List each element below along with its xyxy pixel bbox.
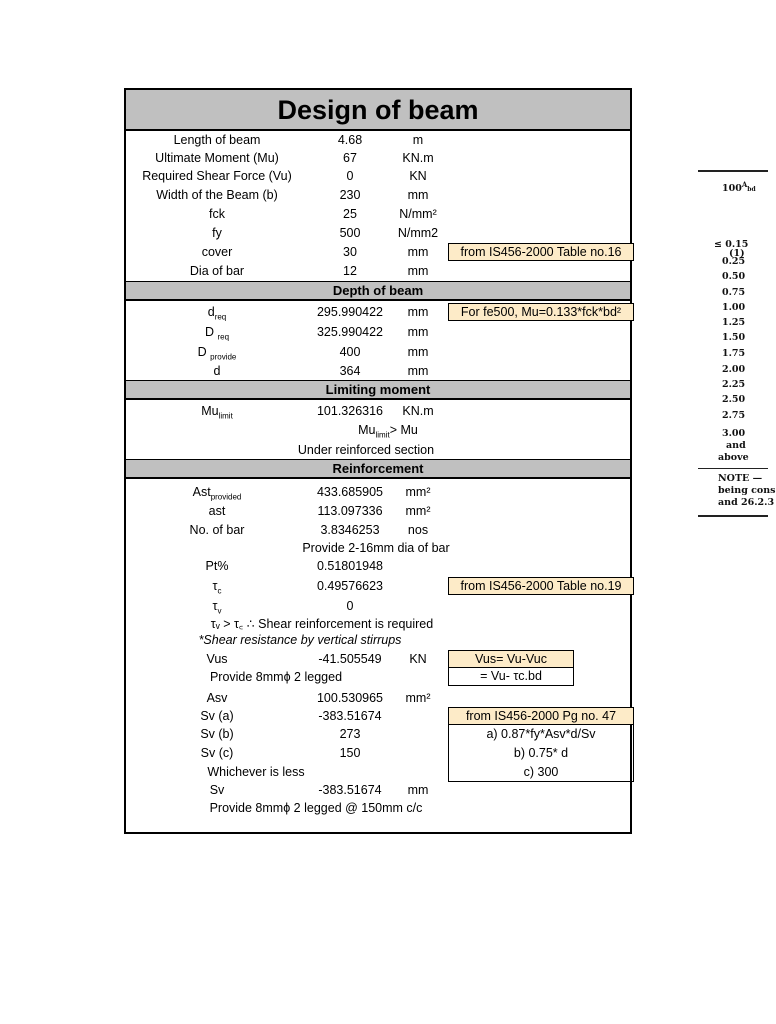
scan-row: 2.25 — [722, 379, 746, 390]
input-label: Ultimate Moment (Mu) — [155, 151, 279, 165]
input-label: Length of beam — [173, 133, 261, 147]
d-req-unit: mm — [407, 305, 429, 319]
scan-note: and 26.2.3 — [718, 497, 775, 508]
input-row-length — [126, 131, 630, 149]
input-label: Width of the Beam (b) — [156, 188, 278, 202]
provide-stirrup: Provide 8mmϕ 2 legged — [209, 670, 343, 684]
sv-c-value: 150 — [339, 746, 361, 760]
D-provide-value: 400 — [339, 345, 361, 359]
input-value: 230 — [339, 188, 361, 202]
input-label: cover — [201, 245, 233, 259]
row-D-req — [126, 323, 630, 341]
scan-header — [722, 180, 756, 194]
pt-label: Pt% — [205, 559, 229, 573]
row-tau-v — [126, 597, 630, 615]
ast-label: ast — [208, 504, 226, 518]
ast-unit: mm² — [405, 504, 431, 518]
row-tau-c — [126, 577, 630, 595]
input-label: Dia of bar — [189, 264, 245, 278]
note-tau-c: from IS456-2000 Table no.19 — [448, 577, 634, 595]
input-row-fck — [126, 205, 630, 223]
input-unit: mm — [407, 264, 429, 278]
row-shear-resistance — [126, 631, 630, 649]
scan-row: 2.75 — [722, 410, 746, 421]
scan-header-b: A — [741, 180, 748, 189]
scan-row: above — [718, 452, 749, 463]
row-D-provide — [126, 343, 630, 361]
input-value: 0 — [346, 169, 354, 183]
input-unit: N/mm² — [399, 207, 437, 221]
row-asv — [126, 689, 630, 707]
mu-limit-sub: limit — [218, 411, 233, 421]
scan-row: 1.00 — [722, 302, 746, 313]
input-label: fck — [209, 207, 225, 221]
input-label: Required Shear Force (Vu) — [142, 169, 292, 183]
ast-provided-sub: provided — [210, 492, 242, 502]
section-header-limiting: Limiting moment — [126, 380, 630, 400]
note-d-req: For fe500, Mu=0.133*fck*bd² — [448, 303, 634, 321]
scan-row: 0.50 — [722, 271, 746, 282]
shear-required: τᵥ > τ꜀ ∴ Shear reinforcement is required — [210, 617, 434, 631]
asv-label: Asv — [206, 691, 228, 705]
ast-provided-unit: mm² — [405, 485, 431, 499]
ast-provided-base: Ast — [192, 485, 211, 499]
row-no-of-bar — [126, 521, 630, 539]
input-row-cover — [126, 243, 630, 261]
scan-col: (1) — [729, 248, 745, 259]
mu-limit-value: 101.326316 — [316, 404, 384, 418]
vus-unit: KN — [409, 652, 427, 666]
input-unit: m — [412, 133, 424, 147]
beam-design-sheet — [124, 88, 632, 834]
scan-note: being cons — [718, 485, 776, 496]
input-row-vu — [126, 167, 630, 185]
section-header-reinforcement: Reinforcement — [126, 459, 630, 479]
scan-mid-rule — [698, 468, 768, 469]
scan-row: 1.50 — [722, 332, 746, 343]
mu-limit-base: Mu — [201, 404, 219, 418]
input-value: 30 — [343, 245, 357, 259]
sv-b-label: Sv (b) — [200, 727, 234, 741]
tau-v-base: τ — [212, 599, 218, 613]
row-sv-a — [126, 707, 630, 725]
scan-row: and — [726, 440, 746, 451]
row-provide-bar — [126, 539, 630, 557]
D-provide-base: D — [197, 345, 207, 359]
vus-label: Vus — [206, 652, 228, 666]
section-type: Under reinforced section — [297, 443, 435, 457]
scan-top-rule — [698, 170, 768, 172]
D-provide-unit: mm — [407, 345, 429, 359]
asv-unit: mm² — [405, 691, 431, 705]
d-label: d — [213, 364, 221, 378]
section-header-depth: Depth of beam — [126, 281, 630, 301]
sv-a-value: -383.51674 — [318, 709, 382, 723]
note-sv-b: b) 0.75* d — [448, 744, 634, 763]
d-req-value: 295.990422 — [316, 305, 384, 319]
input-unit: KN.m — [402, 151, 434, 165]
input-value: 67 — [343, 151, 357, 165]
input-value: 4.68 — [337, 133, 363, 147]
d-req-sub: req — [214, 312, 227, 322]
no-of-bar-value: 3.8346253 — [320, 523, 380, 537]
input-row-fy — [126, 224, 630, 242]
note-vus-2: = Vu- τc.bd — [448, 668, 574, 686]
note-cover: from IS456-2000 Table no.16 — [448, 243, 634, 261]
ast-provided-value: 433.685905 — [316, 485, 384, 499]
D-req-unit: mm — [407, 325, 429, 339]
row-mu-limit — [126, 402, 630, 420]
sv-value: -383.51674 — [318, 783, 382, 797]
vus-value: -41.505549 — [318, 652, 382, 666]
input-label: fy — [212, 226, 222, 240]
row-vus — [126, 650, 630, 668]
mu-limit-unit: KN.m — [402, 404, 434, 418]
d-value: 364 — [339, 364, 361, 378]
note-sv-c: c) 300 — [448, 763, 634, 782]
D-provide-sub: provide — [210, 352, 237, 362]
input-unit: KN — [409, 169, 427, 183]
input-row-mu — [126, 149, 630, 167]
D-req-sub: req — [217, 332, 230, 342]
sv-b-value: 273 — [339, 727, 361, 741]
row-sv — [126, 781, 630, 799]
scan-bottom-rule — [698, 515, 768, 517]
row-ast — [126, 502, 630, 520]
sheet-title: Design of beam — [126, 90, 630, 131]
scan-row: 1.75 — [722, 348, 746, 359]
input-row-width — [126, 186, 630, 204]
sv-c-label: Sv (c) — [200, 746, 234, 760]
ast-value: 113.097336 — [317, 504, 383, 518]
scan-row: ≤ 0.15 — [714, 239, 749, 250]
whichever-less: Whichever is less — [207, 765, 305, 779]
D-req-base: D — [204, 325, 214, 339]
provide-bar: Provide 2-16mm dia of bar — [302, 541, 450, 555]
scan-row: 0.25 — [722, 256, 746, 267]
final-provision: Provide 8mmϕ 2 legged @ 150mm c/c — [209, 801, 423, 815]
scan-row: 0.75 — [722, 287, 746, 298]
no-of-bar-label: No. of bar — [189, 523, 245, 537]
row-ast-provided — [126, 483, 630, 501]
input-unit: N/mm2 — [397, 226, 439, 240]
scan-row: 1.25 — [722, 317, 746, 328]
input-value: 25 — [343, 207, 357, 221]
row-final — [126, 799, 630, 817]
tau-c-value: 0.49576623 — [316, 579, 384, 593]
row-provide-stirrup — [126, 668, 630, 686]
sv-a-label: Sv (a) — [200, 709, 234, 723]
row-pt — [126, 557, 630, 575]
mu-compare-sub: limit — [375, 430, 390, 440]
tau-v-sub: v — [217, 606, 222, 616]
tau-v-value: 0 — [346, 599, 354, 613]
note-vus-1: Vus= Vu-Vuc — [448, 650, 574, 668]
scan-row: 2.00 — [722, 364, 746, 375]
row-d — [126, 362, 630, 380]
row-sv-b — [126, 725, 630, 743]
asv-value: 100.530965 — [316, 691, 384, 705]
sv-unit: mm — [407, 783, 429, 797]
pt-value: 0.51801948 — [316, 559, 384, 573]
scan-row: 2.50 — [722, 394, 746, 405]
input-unit: mm — [407, 245, 429, 259]
input-row-dia — [126, 262, 630, 280]
sv-label: Sv — [209, 783, 225, 797]
no-of-bar-unit: nos — [407, 523, 429, 537]
input-unit: mm — [407, 188, 429, 202]
mu-compare-a: Mu — [358, 423, 376, 437]
row-whichever — [126, 763, 630, 781]
row-section-type — [126, 441, 630, 459]
d-unit: mm — [407, 364, 429, 378]
tau-c-base: τ — [212, 579, 218, 593]
row-d-req — [126, 303, 630, 321]
shear-resistance: *Shear resistance by vertical stirrups — [198, 633, 402, 647]
scan-header-c: bd — [747, 186, 756, 193]
scan-header-a: 100 — [722, 183, 742, 194]
row-sv-c — [126, 744, 630, 762]
d-req-base: d — [207, 305, 215, 319]
note-sv-a: a) 0.87*fy*Asv*d/Sv — [448, 725, 634, 744]
row-mu-compare — [126, 421, 630, 439]
D-req-value: 325.990422 — [316, 325, 384, 339]
note-sv-ref: from IS456-2000 Pg no. 47 — [448, 707, 634, 725]
scan-row: 3.00 — [722, 428, 746, 439]
input-value: 12 — [343, 264, 357, 278]
mu-compare-b: > Mu — [389, 423, 418, 437]
scan-note: NOTE — — [718, 473, 763, 484]
scanned-table-fragment — [698, 168, 776, 520]
tau-c-sub: c — [217, 586, 222, 596]
input-value: 500 — [339, 226, 361, 240]
